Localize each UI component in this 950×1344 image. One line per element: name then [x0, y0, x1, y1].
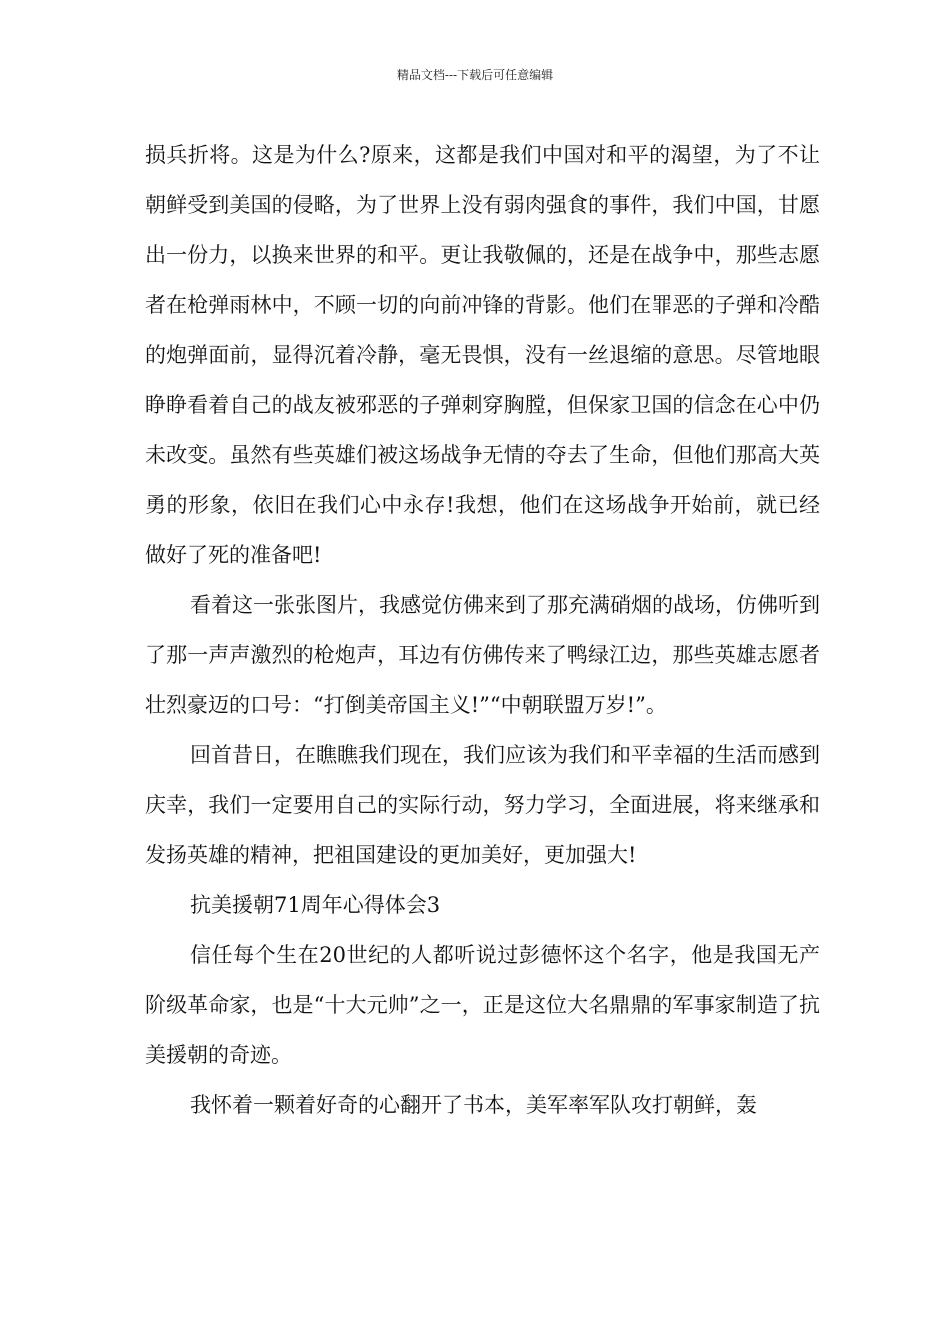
- paragraph-2: 看着这一张张图片，我感觉仿佛来到了那充满硝烟的战场，仿佛听到了那一声声激烈的枪炮声，耳边有仿佛传来了鸭绿江边，那些英雄志愿者壮烈豪迈的口号：“打倒美帝国主义!”“中朝联盟万岁!”。: [145, 593, 820, 717]
- paragraph-5: 信任每个生在20世纪的人都听说过彭德怀这个名字，他是我国无产阶级革命家，也是“十大元帅”之一，正是这位大名鼎鼎的军事家制造了抗美援朝的奇迹。: [145, 943, 820, 1067]
- paragraph-1: 损兵折将。这是为什么?原来，这都是我们中国对和平的渴望，为了不让朝鲜受到美国的侵略，为了世界上没有弱肉强食的事件，我们中国，甘愿出一份力，以换来世界的和平。更让我敬佩的，还是在战争中，那些志愿者在枪弹雨林中，不顾一切的向前冲锋的背影。他们在罪恶的子弹和冷酷的炮弹面前，显得沉着冷静，毫无畏惧，没有一丝退缩的意思。尽管地眼睁睁看着自己的战友被邪恶的子弹刺穿胸膛，但保家卫国的信念在心中仍未改变。虽然有些英雄们被这场战争无情的夺去了生命，但他们那高大英勇的形象，依旧在我们心中永存!我想，他们在这场战争开始前，就已经做好了死的准备吧!: [145, 143, 820, 567]
- page-header: 精品文档---下载后可任意编辑: [396, 68, 554, 82]
- document-body: [145, 130, 820, 1130]
- paragraph-3: 回首昔日，在瞧瞧我们现在，我们应该为我们和平幸福的生活而感到庆幸，我们一定要用自己的实际行动，努力学习，全面进展，将来继承和发扬英雄的精神，把祖国建设的更加美好，更加强大!: [145, 743, 820, 867]
- section-heading: 抗美援朝71周年心得体会3: [190, 893, 441, 917]
- paragraph-6: 我怀着一颗着好奇的心翻开了书本，美军率军队攻打朝鲜，轰: [190, 1093, 757, 1117]
